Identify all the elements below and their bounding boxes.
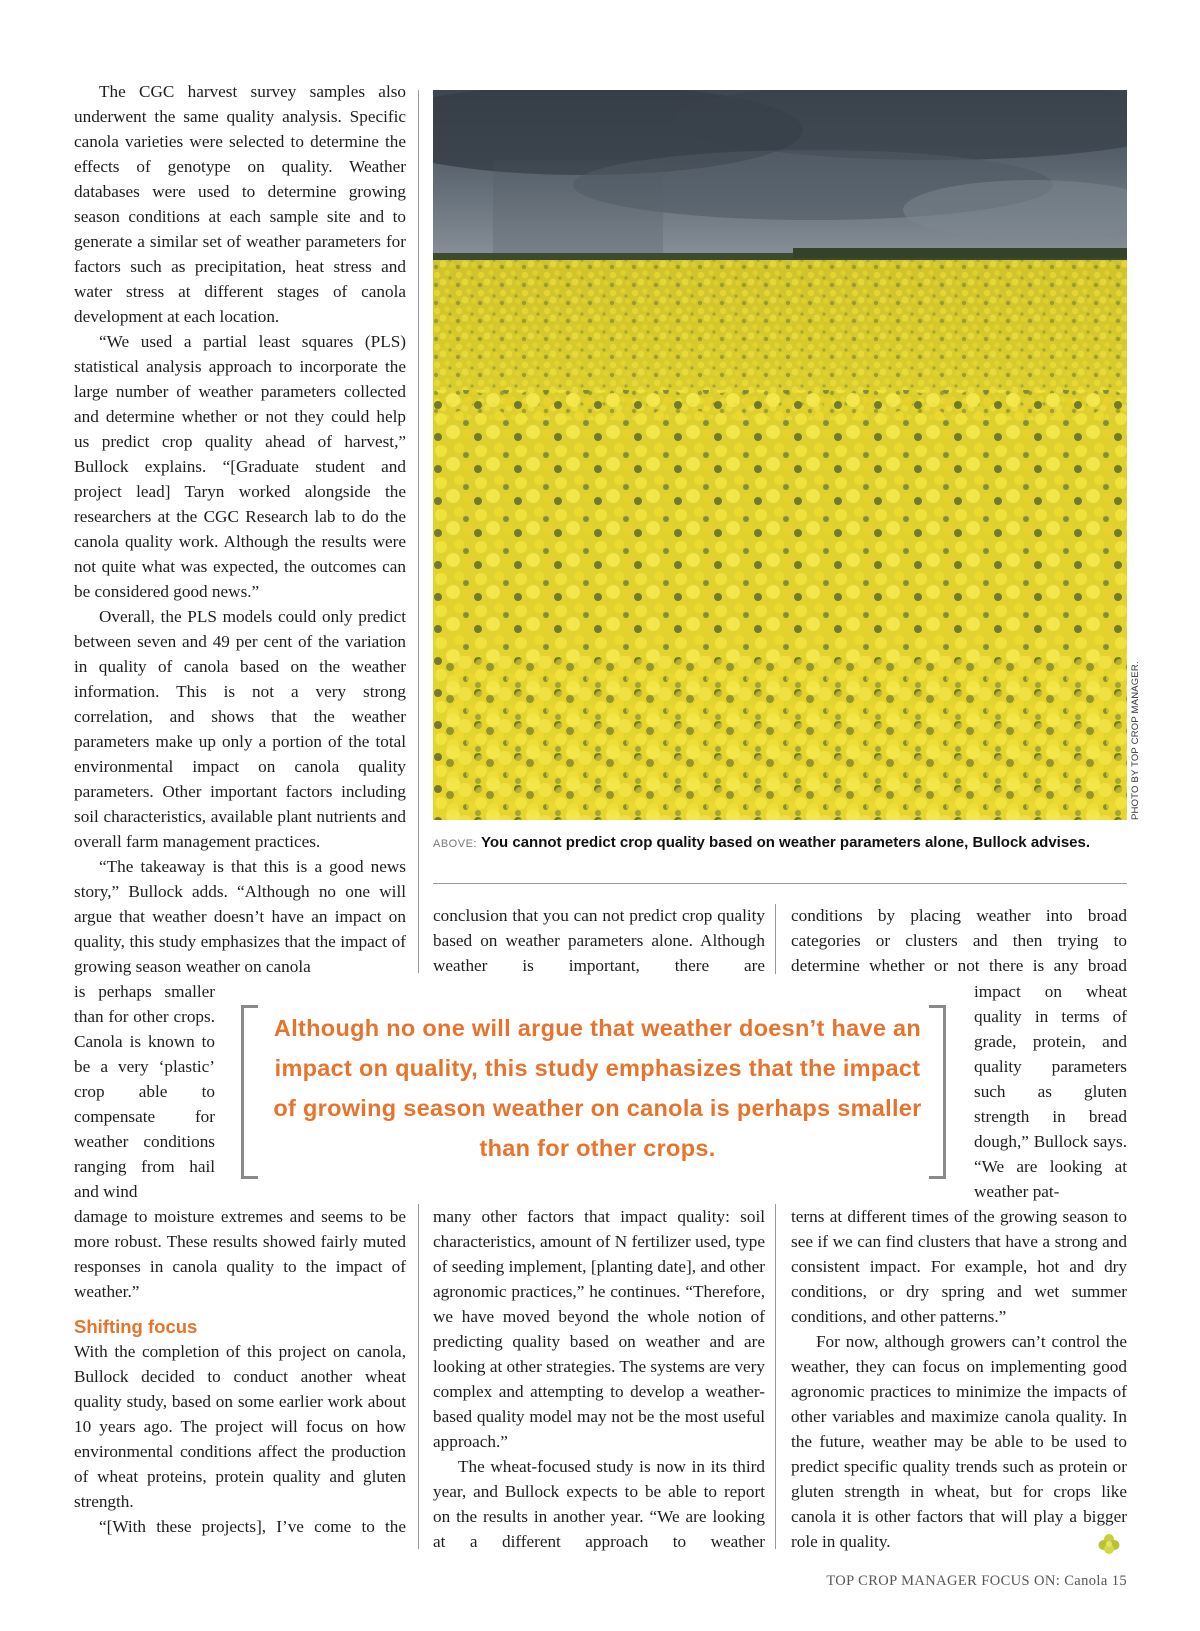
photo-credit: PHOTO BY TOP CROP MANAGER. [1130,661,1141,820]
column1-bottom [74,1204,406,1539]
paragraph-continued: conditions by placing weather into broad categories or clusters and then trying to determine whether or not there is any broad [791,906,1127,975]
caption-text: You cannot predict crop quality based on weather parameters alone, Bullock advises. [480,834,1091,851]
caption-label: ABOVE: [433,838,477,850]
canola-field-photo [433,90,1127,820]
column-rule [775,1204,776,1549]
page-footer: TOP CROP MANAGER FOCUS ON: Canola 15 [826,1573,1127,1589]
paragraph-continued: conclusion that you can not predict crop quality based on weather parameters alone. Although weather is important, there are [433,906,765,975]
column3-top [791,903,1127,978]
paragraph: The CGC harvest survey samples also underwent the same quality analysis. Specific canola varieties were selected to determine the effects of genotype on quality. Weather databases were used to determine growing season conditions at each sample site and to generate a similar set of weather parameters for factors such as precipitation, heat stress and water stress at different stages of canola development at each location. [74,82,406,326]
photo-caption [433,833,1133,854]
paragraph: “The takeaway is that this is a good news story,” Bullock adds. “Although no one will argue that weather doesn’t have an impact on quality, this study emphasizes that the impact of growing season weather on canola [74,857,406,976]
paragraph-continued: many other factors that impact quality: soil characteristics, amount of N fertilizer used, type of seeding implement, [planting date], and other agronomic practices,” he continues. “Therefore, we have moved beyond the whole notion of predicting quality based on weather and are looking at other strategies. The systems are very complex and attempting to develop a weather-based quality model may not be the most useful approach.” [433,1207,765,1451]
paragraph: “[With these projects], I’ve come to the [99,1517,406,1536]
caption-rule [433,883,1127,884]
paragraph-continued: impact on wheat quality in terms of grade, protein, and quality parameters such as gluten strength in bread dough,” Bullock says. “We are looking at weather pat- [974,982,1127,1201]
paragraph: With the completion of this project on canola, Bullock decided to conduct another wheat quality study, based on some earlier work about 10 years ago. The project will focus on how environmental conditions affect the production of wheat proteins, protein quality and gluten strength. [74,1342,406,1511]
pull-quote-bracket-left [241,1005,258,1179]
paragraph: “We used a partial least squares (PLS) statistical analysis approach to incorporate the large number of weather parameters collected and determine whether or not they could help us predict crop quality ahead of harvest,” Bullock explains. “[Graduate student and project lead] Taryn worked alongside the researchers at the CGC Research lab to do the canola quality work. Although the results were not quite what was expected, the outcomes can be considered good news.” [74,332,406,601]
paragraph-continued: is perhaps smaller than for other crops. Canola is known to be a very ‘plastic’ crop able to compensate for weather conditions ranging from hail and wind [74,982,215,1201]
section-subhead: Shifting focus [74,1316,198,1337]
column-rule [418,90,419,973]
paragraph-continued: damage to moisture extremes and seems to be more robust. These results showed fairly muted responses in canola quality to the impact of weather.” [74,1207,406,1301]
paragraph: Overall, the PLS models could only predict between seven and 49 per cent of the variation in quality of canola based on the weather information. This is not a very strong correlation, and shows that the weather parameters make up only a portion of the total environmental impact on canola quality parameters. Other important factors including soil characteristics, available plant nutrients and overall farm management practices. [74,607,406,851]
paragraph: The wheat-focused study is now in its third year, and Bullock expects to be able to report on the results in another year. “We are looking at a different approach to weather [433,1457,765,1551]
column1-top [74,79,406,979]
column-rule [418,1204,419,1549]
canola-leaf-icon [1097,1532,1121,1561]
column2-top [433,903,765,978]
pull-quote-bracket-right [929,1005,946,1179]
pull-quote: Although no one will argue that weather doesn’t have an impact on quality, this study emphasizes that the impact of growing season weather on canola is perhaps smaller than for other crops. [273,1015,922,1161]
column3-bottom [791,1204,1127,1554]
paragraph: For now, although growers can’t control the weather, they can focus on implementing good agronomic practices to minimize the impacts of other variables and maximize canola quality. In the future, weather may be able to be used to predict specific quality trends such as protein or gluten strength in wheat, but for crops like canola it is other factors that will play a bigger role in quality. [791,1332,1127,1551]
column3-narrow [974,979,1127,1204]
column1-narrow [74,979,215,1204]
column-rule [775,904,776,974]
paragraph-continued: terns at different times of the growing season to see if we can find clusters that have a strong and consistent impact. For example, hot and dry conditions, or dry spring and wet summer conditions, and other patterns.” [791,1207,1127,1326]
column2-bottom [433,1204,765,1554]
